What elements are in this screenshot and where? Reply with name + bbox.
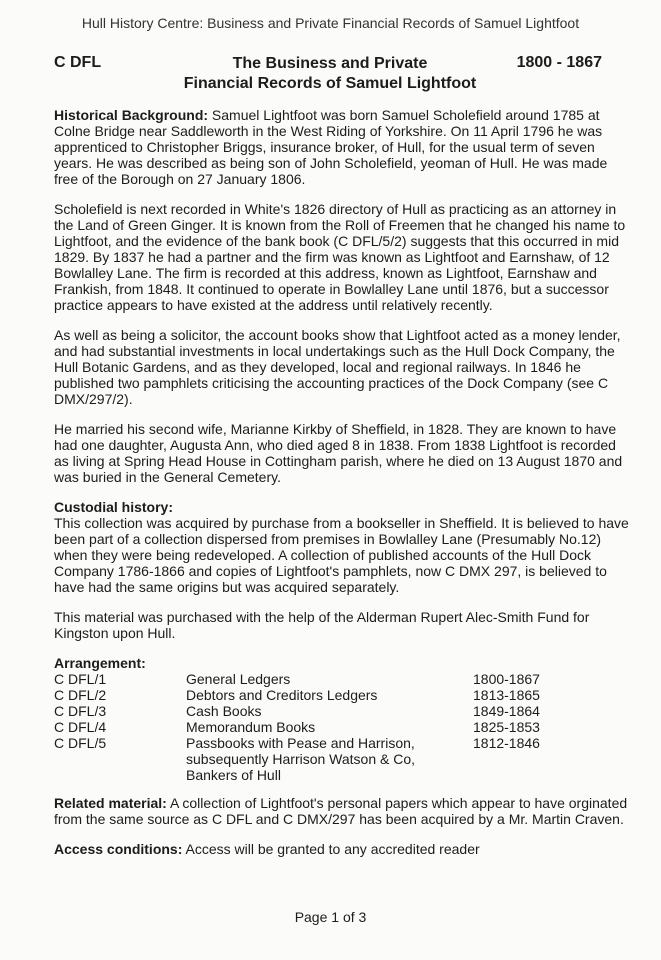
arrangement-dates: 1825-1853 [473,719,540,735]
related-text: A collection of Lightfoot's personal papers which appear to have orginated from the same source as C DFL and C DMX/297 has been acquired by a Mr. Martin Craven. [54,795,628,827]
historical-paragraph-4: He married his second wife, Marianne Kirkby of Sheffield, in 1828. They are known to have had one daughter, Augusta Ann, who died aged 8 in 1838. From 1838 Lightfoot is recorded as living at Spring Head House in Cottingham parish, where he died on 13 August 1870 and was buried in the General Cemetery. [54,421,623,485]
document-body [54,107,634,871]
related-paragraph [54,795,634,827]
title-row [54,54,606,98]
arrangement-row [54,719,573,735]
custodial-heading: Custodial history: [54,499,174,515]
related-label: Related material: [54,795,167,811]
arrangement-description [186,687,473,703]
reference-code: C DFL [54,54,102,71]
historical-paragraph-3: As well as being a solicitor, the account books show that Lightfoot acted as a money lender, and had substantial investments in local undertakings such as the Hull Dock Company, the Hull Botanic Gardens, and as they developed, local and regional railways. In 1846 he published two pamphlets criticising the accounting practices of the Dock Company (see C DMX/297/2). [54,327,621,407]
arrangement-code: C DFL/3 [54,703,107,719]
arrangement-description [186,703,473,719]
arrangement-dates: 1813-1865 [473,687,540,703]
arrangement-row [54,703,573,719]
arrangement-table [54,671,573,783]
arrangement-row [54,687,573,703]
arrangement-row [54,735,573,783]
access-paragraph [54,841,634,857]
arrangement-description-line: Memorandum Books [186,719,316,735]
arrangement-dates: 1849-1864 [473,703,540,719]
arrangement-heading: Arrangement: [54,655,146,671]
arrangement-description-line: Passbooks with Pease and Harrison, [186,735,415,751]
custodial-paragraph-1: This collection was acquired by purchase from a bookseller in Sheffield. It is believed to have been part of a collection dispersed from premises in Bowlalley Lane (Presumably No.12) when they were being redeveloped. A collection of published accounts of the Hull Dock Company 1786-1866 and copies of Lightfoot's pamphlets, now C DMX 297, is believed to have had the same origins but was acquired separately. [54,515,629,595]
arrangement-description-line: Debtors and Creditors Ledgers [186,687,378,703]
date-range: 1800 - 1867 [516,54,602,71]
title-line-1: The Business and Private [232,55,428,72]
arrangement-description-line: Cash Books [186,703,262,719]
arrangement-code: C DFL/4 [54,719,107,735]
arrangement-description [186,719,473,735]
arrangement-code: C DFL/5 [54,735,107,751]
arrangement-description-line: Bankers of Hull [186,767,281,783]
arrangement-description [186,735,473,783]
historical-paragraph-2: Scholefield is next recorded in White's 1826 directory of Hull as practicing as an attorney in the Land of Green Ginger. It is known from the Roll of Freemen that he changed his name to Lightfoot, and the evidence of the bank book (C DFL/5/2) suggests that this occurred in mid 1829. By 1837 he had a partner and the firm was known as Lightfoot and Earnshaw, of 12 Bowlalley Lane. The firm is recorded at this address, known as Lightfoot, Earnshaw and Frankish, from 1848. It continued to operate in Bowlalley Lane until 1876, but a successor practice appears to have existed at the address until relatively recently. [54,201,626,313]
running-header: Hull History Centre: Business and Private Financial Records of Samuel Lightfoot [81,15,580,31]
arrangement-row [54,671,573,687]
arrangement-description-line: subsequently Harrison Watson & Co, [186,751,416,767]
access-text: Access will be granted to any accredited reader [182,841,480,857]
title-line-2: Financial Records of Samuel Lightfoot [183,75,477,92]
arrangement-code: C DFL/1 [54,671,107,687]
arrangement-code: C DFL/2 [54,687,107,703]
page-number: Page 1 of 3 [294,909,367,925]
arrangement-description-line: General Ledgers [186,671,291,687]
arrangement-dates: 1812-1846 [473,735,540,751]
access-label: Access conditions: [54,841,183,857]
historical-label: Historical Background: [54,107,209,123]
arrangement-dates: 1800-1867 [473,671,540,687]
custodial-paragraph-2: This material was purchased with the help of the Alderman Rupert Alec-Smith Fund for Kingston upon Hull. [54,609,590,641]
historical-paragraph-1 [54,107,634,187]
arrangement-description [186,671,473,687]
historical-text-1: Samuel Lightfoot was born Samuel Scholefield around 1785 at Colne Bridge near Saddleworth in the West Riding of Yorkshire. On 11 April 1796 he was apprenticed to Christopher Briggs, insurance broker, of Hull, for the usual term of seven years. He was described as being son of John Scholefield, yeoman of Hull. He was made free of the Borough on 27 January 1806. [54,107,608,187]
